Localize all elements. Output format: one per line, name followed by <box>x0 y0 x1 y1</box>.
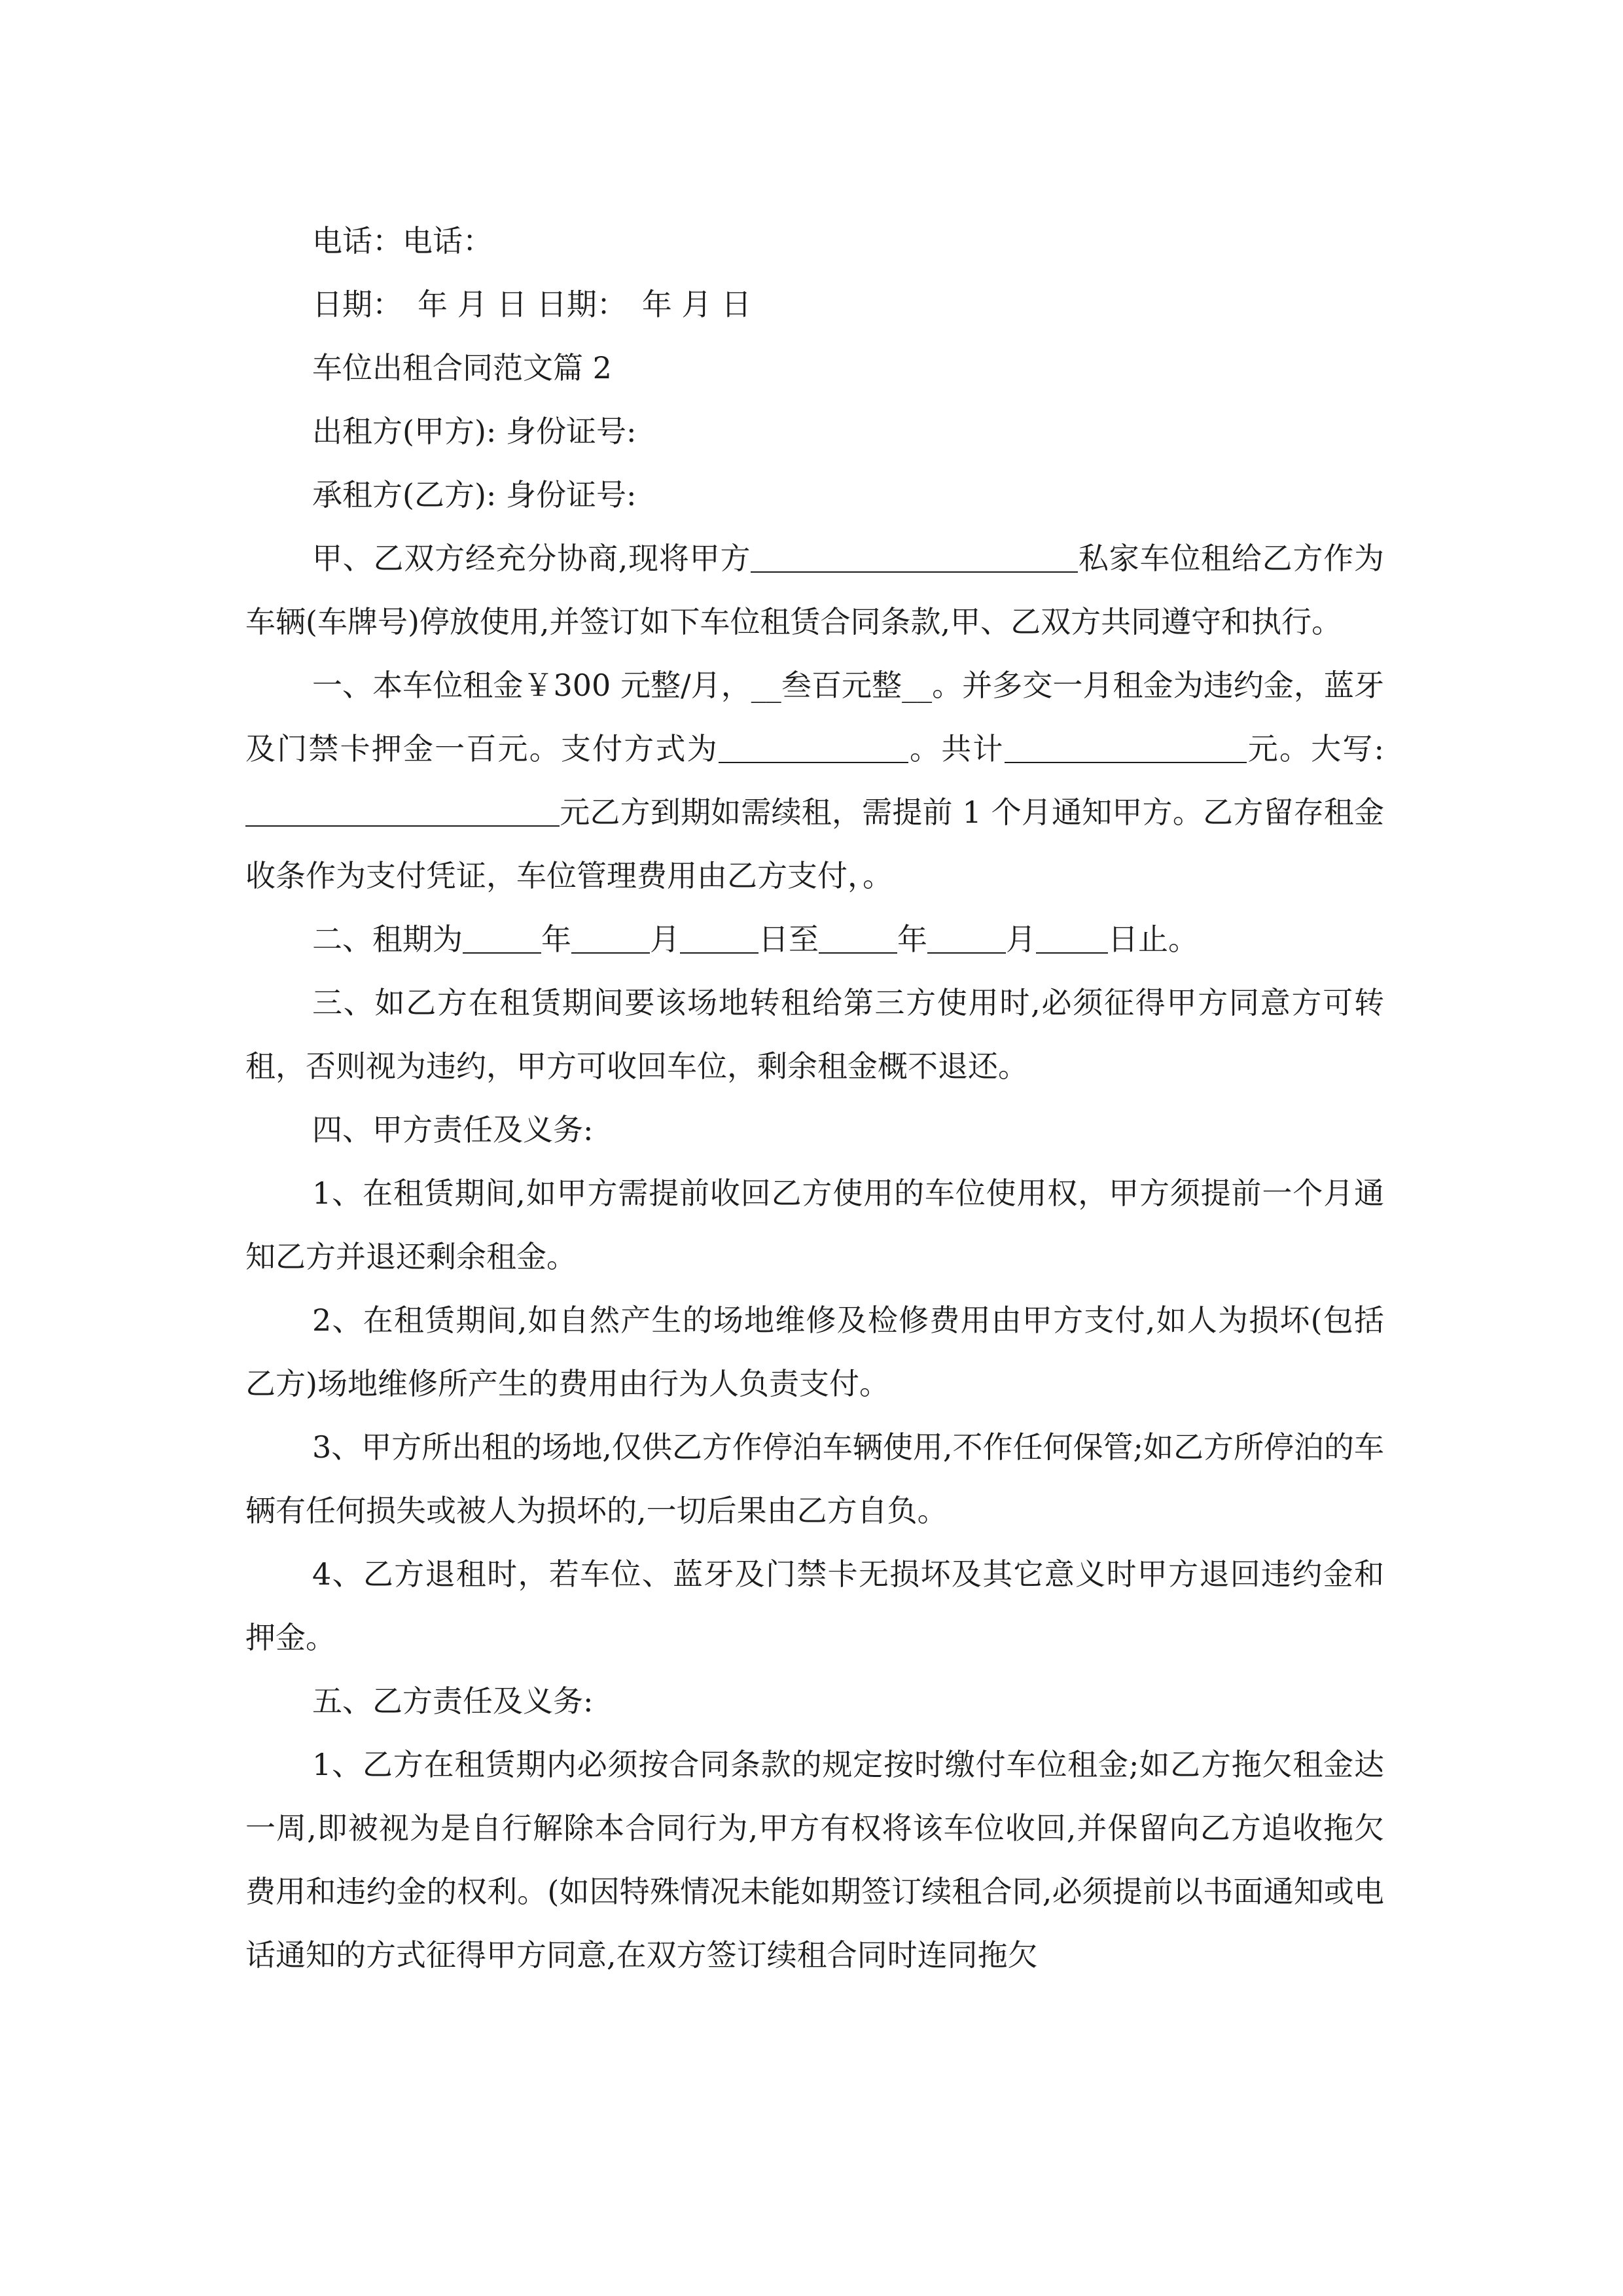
phone-line: 电话：电话： <box>312 223 493 259</box>
rent-text-e: 元。大写: <box>1246 731 1384 766</box>
contract-page <box>245 209 1384 1987</box>
term-clause <box>245 908 1384 971</box>
term-text: 二、租期为 <box>312 922 463 957</box>
blank-field[interactable] <box>571 922 650 954</box>
rent-text-f: 元乙方到期如需续租，需提前 1 个月通知甲方。乙方留存租金收条作为支付凭证，车位管理费用由乙方支付，。 <box>245 795 1384 893</box>
lessee-line: 承租方(乙方): 身份证号: <box>312 477 637 512</box>
term-day: 日止。 <box>1108 922 1198 957</box>
blank-field[interactable] <box>245 795 560 827</box>
blank-field[interactable] <box>463 922 541 954</box>
clause-paragraph: 3、甲方所出租的场地,仅供乙方作停泊车辆使用,不作任何保管;如乙方所停泊的车辆有任何损失或被人为损坏的,一切后果由乙方自负。 <box>245 1429 1385 1528</box>
blank-field[interactable] <box>719 732 908 763</box>
clause-paragraph: 1、在租赁期间,如甲方需提前收回乙方使用的车位使用权，甲方须提前一个月通知乙方并退还剩余租金。 <box>245 1175 1384 1274</box>
clause-paragraph: 4、乙方退租时，若车位、蓝牙及门禁卡无损坏及其它意义时甲方退回违约金和押金。 <box>245 1556 1384 1655</box>
blank-field[interactable] <box>927 922 1006 954</box>
date-line: 日期： 年 月 日 日期： 年 月 日 <box>312 287 752 322</box>
lessor-line: 出租方(甲方): 身份证号: <box>312 414 637 449</box>
blank-field[interactable] <box>680 922 758 954</box>
term-month: 月 <box>650 922 680 957</box>
section-heading: 四、甲方责任及义务: <box>312 1112 594 1147</box>
clause-paragraph: 三、如乙方在租赁期间要该场地转租给第三方使用时,必须征得甲方同意方可转租，否则视为违约，甲方可收回车位，剩余租金概不退还。 <box>245 985 1384 1084</box>
term-year: 年 <box>897 922 927 957</box>
intro-paragraph <box>245 527 1384 654</box>
blank-field[interactable] <box>751 541 1078 573</box>
rent-text-c: 。并多交一月租金为违约金，蓝牙及门禁卡押金一百元。支付方式为 <box>245 668 1385 766</box>
clause-paragraph: 2、在租赁期间,如自然产生的场地维修及检修费用由甲方支付,如人为损坏(包括乙方)场地维修所产生的费用由行为人负责支付。 <box>245 1302 1384 1401</box>
section-heading: 五、乙方责任及义务: <box>312 1683 594 1719</box>
term-year: 年 <box>541 922 571 957</box>
rent-text-a: 一、本车位租金￥300 元整/月， <box>312 668 751 703</box>
blank-field[interactable] <box>819 922 897 954</box>
rent-text-d: 。共计 <box>908 731 1005 766</box>
intro-text-b: 私家车位租给乙方作为车辆(车牌号)停放使用,并签订如下车位租赁合同条款,甲、乙双方共同遵守和执行。 <box>245 541 1385 639</box>
intro-text-a: 甲、乙双方经充分协商,现将甲方 <box>312 541 751 576</box>
rent-amount-words: __叁百元整__ <box>751 668 933 703</box>
clause-paragraph: 1、乙方在租赁期内必须按合同条款的规定按时缴付车位租金;如乙方拖欠租金达一周,即被视为是自行解除本合同行为,甲方有权将该车位收回,并保留向乙方追收拖欠费用和违约金的权利。(如因特殊情况未能如期签订续租合同,必须提前以书面通知或电话通知的方式征得甲方同意,在双方签订续租合同时连同拖欠 <box>245 1747 1384 1973</box>
blank-field[interactable] <box>1036 922 1108 954</box>
blank-field[interactable] <box>1005 732 1247 763</box>
section-title: 车位出租合同范文篇 2 <box>312 350 612 386</box>
term-day: 日至 <box>758 922 819 957</box>
term-month: 月 <box>1006 922 1036 957</box>
rent-clause <box>245 654 1384 908</box>
